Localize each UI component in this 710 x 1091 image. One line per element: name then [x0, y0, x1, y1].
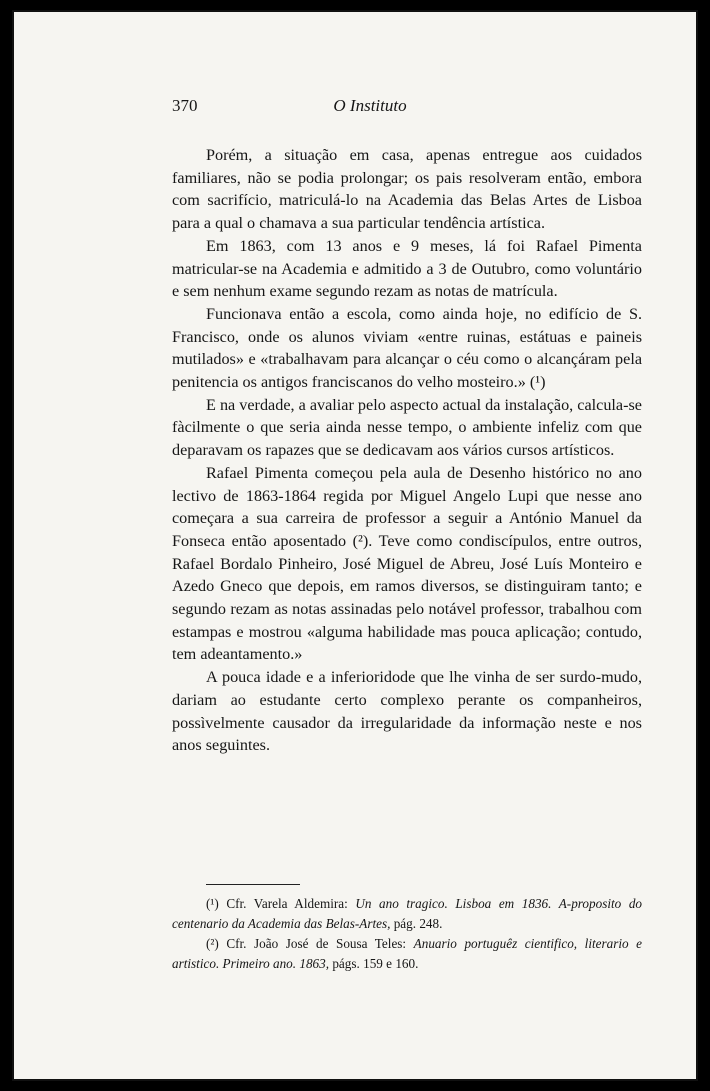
footnote-1	[172, 894, 642, 934]
footnote-prefix: Cfr. Varela Aldemira:	[226, 896, 348, 911]
footnote-marker: (²)	[206, 936, 219, 951]
paragraph: Rafael Pimenta começou pela aula de Desenho histórico no ano lectivo de 1863-1864 regida por Miguel Angelo Lupi que nesse ano começara a sua carreira de professor a seguir a António Manuel da Fonseca então aposentado (²). Teve como condiscípulos, entre outros, Rafael Bordalo Pinheiro, José Miguel de Abreu, José Luís Monteiro e Azedo Gneco que depois, em ramos diversos, se distinguiram tanto; e segundo rezam as notas assinadas pelo notável professor, trabalhou com estampas e mostrou «alguma habilidade mas pouca aplicação; contudo, tem adeantamento.»	[172, 463, 642, 664]
running-title: O Instituto	[333, 96, 407, 115]
footnote-prefix: Cfr. João José de Sousa Teles:	[226, 936, 407, 951]
page-number: 370	[172, 96, 198, 115]
paragraph: E na verdade, a avaliar pelo aspecto actual da instalação, calcula-se fàcilmente o que seria ainda nesse tempo, o ambiente infeliz com que deparavam os rapazes que se dedicavam aos vários cursos artísticos.	[172, 395, 642, 460]
paragraph: Em 1863, com 13 anos e 9 meses, lá foi Rafael Pimenta matricular-se na Academia e admitido a 3 de Outubro, como voluntário e sem nenhum exame segundo rezam as notas de matrícula.	[172, 236, 642, 301]
body-text	[172, 144, 642, 757]
footnotes	[172, 894, 642, 974]
footnote-2	[172, 934, 642, 974]
paragraph: Porém, a situação em casa, apenas entregue aos cuidados familiares, não se podia prolongar; os pais resolveram então, embora com sacrifício, matriculá-lo na Academia das Belas Artes de Lisboa para a qual o chamava a sua particular tendência artística.	[172, 146, 642, 233]
paragraph: A pouca idade e a inferioridode que lhe vinha de ser surdo-mudo, dariam ao estudante certo complexo perante os companheiros, possìvelmente causador da irregularidade da informação neste e nos anos seguintes.	[172, 668, 642, 755]
book-page	[12, 10, 698, 1081]
footnote-suffix: pág. 248.	[393, 916, 443, 931]
footnote-title: Anuario portuguêz cientifico, literario e artistico. Primeiro ano. 1863,	[172, 936, 643, 971]
footnote-marker: (¹)	[206, 896, 219, 911]
footnote-title: Un ano tragico. Lisboa em 1836. A-proposito do centenario da Academia das Belas-Artes,	[172, 896, 643, 931]
footnote-separator	[206, 884, 300, 885]
footnote-suffix: págs. 159 e 160.	[332, 956, 419, 971]
paragraph: Funcionava então a escola, como ainda hoje, no edifício de S. Francisco, onde os alunos viviam «entre ruinas, estátuas e paineis mutilados» e «trabalhavam para alcançar o céu como o alcançáram pela penitencia os antigos franciscanos do velho mosteiro.» (¹)	[172, 304, 642, 392]
